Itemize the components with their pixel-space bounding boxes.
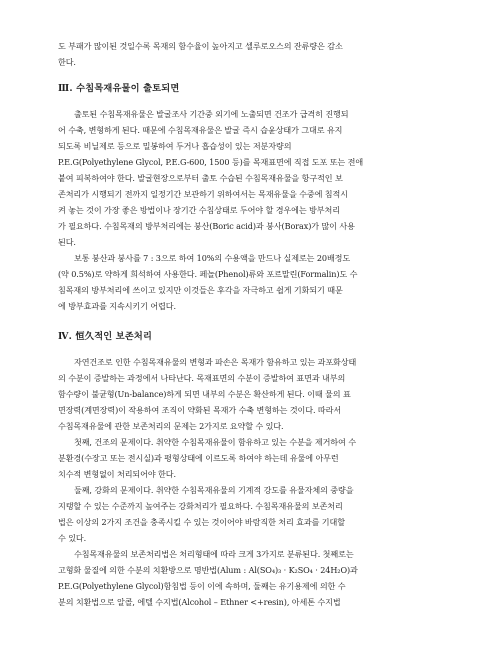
text-line: 켜 놓는 것이 가장 좋은 방법이나 장기간 수침상태로 두어야 할 경우에는 방부처리 [58, 205, 340, 215]
text-line: 지탱할 수 있는 수준까지 높여주는 강화처리가 필요하다. 수침목재유물의 보존처리 [58, 501, 343, 511]
text-line: 면장력(계면장력)이 작용하여 조직이 약화된 목재가 수축 변형하는 것이다. 따라서 [58, 405, 342, 415]
section3-paragraph-2 [58, 250, 422, 314]
text-line: 도 부패가 많이된 것일수록 목재의 함수율이 높아지고 셀루로오스의 잔류량은 감소 [58, 41, 343, 51]
text-line: 함수량이 불균형(Un-balance)하게 되면 내부의 수분은 확산하게 된다. 이때 물의 표 [58, 389, 351, 399]
text-line: 침목재의 방부처리에 쓰이고 있지만 이것들은 후각을 자극하고 쉽게 기화되기 때문 [58, 285, 343, 295]
text-line: 치수적 변형없이 처리되어야 한다. [58, 469, 176, 479]
text-line: (약 0.5%)로 약하게 희석하여 사용한다. 페놀(Phenol)류와 포르말린(Formalin)도 수 [58, 269, 358, 279]
text-line: 고형화 물질에 의한 수분의 치환방으로 명반법(Alum : Al(SO₄)₃ · K₂SO₄ · 24H₂O)과 [58, 565, 358, 575]
text-line: 수침목재유물의 보존처리법은 처리형태에 따라 크게 3가지로 분류된다. 첫째로는 [74, 549, 354, 559]
text-line: P.E.G(Polyethylene Glycol, P.E.G-600, 1500 등)를 목재표면에 직접 도포 또는 전애 [58, 157, 364, 167]
text-line: 수 있다. [58, 533, 87, 543]
section3-paragraph-1 [58, 106, 422, 250]
section-heading-4: Ⅳ. 恒久적인 보존처리 [58, 331, 153, 342]
text-line: 둘째, 강화의 문제이다. 취약한 수침목재유물의 기계적 강도를 유물자체의 중량을 [74, 485, 354, 495]
text-line: 분의 치환법으로 알콜, 에텔 수지법(Alcohol – Ethner <+resin), 아세톤 수지법 [58, 597, 341, 607]
text-line: 수침목재유물에 관한 보존처리의 문제는 2가지로 요약할 수 있다. [58, 421, 284, 431]
text-line: 출토된 수침목재유물은 발굴조사 기간중 외기에 노출되면 건조가 급격히 진행되 [74, 109, 349, 119]
text-line: 자연건조로 인한 수침목재유물의 변형과 파손은 목재가 함유하고 있는 과포화상태 [74, 357, 357, 367]
text-line: 어 수축, 변형하게 된다. 때문에 수침목재유물은 발굴 즉시 습윤상태가 그대로 유지 [58, 125, 343, 135]
text-line: 보통 붕산과 붕사를 7 : 3으로 하여 10%의 수용액을 만드나 실제로는 20배정도 [74, 253, 351, 263]
text-line: 가 필요하다. 수침목재의 방부처리에는 붕산(Boric acid)과 붕사(Borax)가 많이 사용 [58, 221, 355, 231]
text-line: 분환경(수장고 또는 전시실)과 평형상태에 이르도록 하여야 하는데 유물에 아무런 [58, 453, 339, 463]
text-line: 붙여 피복하여야 한다. 발굴현장으로부터 출토 수습된 수침목재유물을 항구적인 보 [58, 173, 343, 183]
section4-paragraph-2 [58, 434, 422, 482]
text-line: 되도록 비닐제로 등으로 밀봉하여 두거나 흡습성이 있는 저분자량의 [58, 141, 292, 151]
section4-paragraph-3 [58, 482, 422, 546]
section-heading-3: Ⅲ. 수침목재유물이 출토되면 [58, 83, 180, 94]
text-line: 된다. [58, 237, 76, 247]
text-line: 의 수분이 증발하는 과정에서 나타난다. 목재표면의 수분이 증발하여 표면과 내부의 [58, 373, 346, 383]
text-line: 존처리가 시행되기 전까지 일정기간 보관하기 위하여서는 목재유물을 수중에 침적시 [58, 189, 348, 199]
text-line: 법은 이상의 2가지 조건을 충족시킬 수 있는 것이어야 바람직한 처리 효과를 기대할 [58, 517, 345, 527]
intro-paragraph [58, 38, 422, 70]
section4-paragraph-1 [58, 354, 422, 434]
text-line: 에 방부효과를 지속시키기 어렵다. [58, 301, 176, 311]
section4-paragraph-4 [58, 546, 422, 610]
text-line: P.E.G(Polyethylene Glycol)함침법 등이 이에 속하며, 둘째는 유기용제에 의한 수 [58, 581, 346, 591]
text-line: 한다. [58, 57, 76, 67]
text-line: 첫째, 건조의 문제이다. 취약한 수침목재유물이 함유하고 있는 수분을 제거하여 수 [74, 437, 356, 447]
